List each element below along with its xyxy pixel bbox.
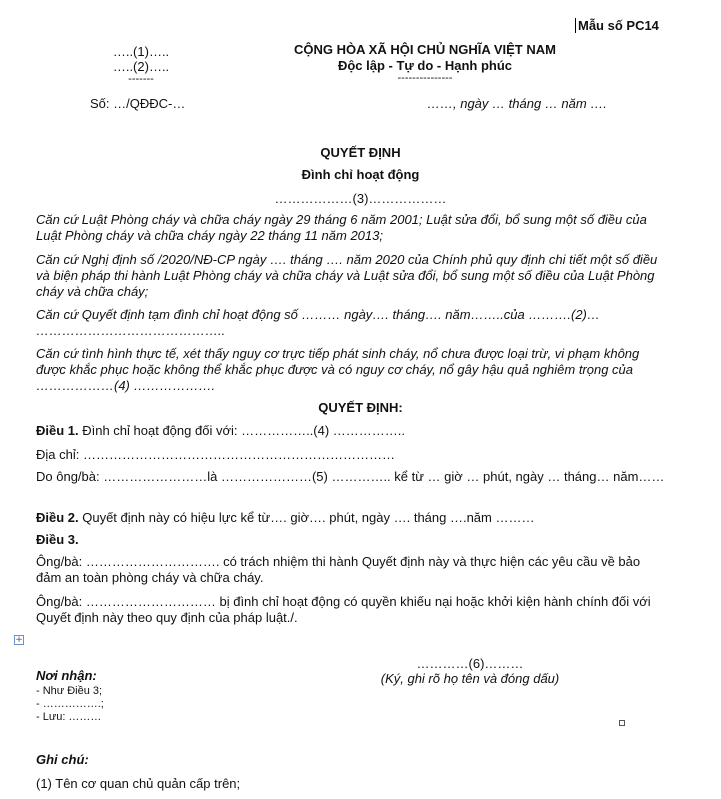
- legal-basis-4: Căn cứ tình hình thực tế, xét thấy nguy cơ trực tiếp phát sinh cháy, nổ chưa được loại trừ, vi phạm không được khắc phục hoặc không thể khắc phục được và có nguy cơ cháy, nổ gây hậu quả nghiêm trọng của ………………(4) ……………….: [36, 346, 640, 393]
- resize-handle-icon[interactable]: [619, 720, 625, 726]
- issuer-dashes: -------: [128, 73, 154, 85]
- motto-dashes: ---------------: [397, 72, 453, 84]
- recipients-title: Nơi nhận:: [36, 668, 97, 683]
- issuer-line-1: …..(1)…..: [112, 44, 170, 59]
- article-2: [36, 510, 666, 526]
- decision-number: Số: …/QĐĐC-…: [90, 96, 186, 111]
- legal-basis-3: Căn cứ Quyết định tạm đình chỉ hoạt động số ……… ngày…. tháng…. năm……..của ……….(2)… ……………………………………..: [36, 307, 600, 338]
- article-3-label: Điều 3.: [36, 532, 79, 547]
- article-1-address: Địa chỉ: ………………………………………………………………: [36, 447, 395, 462]
- signature-note: (Ký, ghi rõ họ tên và đóng dấu): [380, 671, 560, 686]
- article-3-paragraph-2: Ông/bà: ………………………… bị đình chỉ hoạt động có quyền khiếu nại hoặc khởi kiện hành chính đối với Quyết định này theo quy định của pháp luật./.: [36, 594, 651, 625]
- legal-basis-2: Căn cứ Nghị định số /2020/NĐ-CP ngày …. tháng …. năm 2020 của Chính phủ quy định chi tiết một số điều và biện pháp thi hành Luật Phòng cháy và chữa cháy và Luật sửa đổi, bổ sung một số điều của Luật Phòng cháy và chữa cháy;: [36, 252, 658, 299]
- article-2-label: Điều 2.: [36, 510, 79, 525]
- article-2-text: Quyết định này có hiệu lực kể từ…. giờ…. phút, ngày …. tháng ….năm ………: [78, 510, 535, 525]
- decides-heading: QUYẾT ĐỊNH:: [318, 400, 403, 415]
- issuer-line-2: …..(2)…..: [112, 59, 170, 74]
- recipient-item: - …………….;: [36, 698, 104, 710]
- page-subtitle: Đình chỉ hoạt động: [301, 167, 420, 182]
- recipient-item: - Lưu: ………: [36, 711, 102, 723]
- issuing-authority: ………………(3)………………: [274, 191, 447, 206]
- article-1: [36, 423, 666, 439]
- notes-title: Ghi chú:: [36, 752, 89, 767]
- motto: Độc lập - Tự do - Hạnh phúc: [337, 58, 513, 73]
- article-1-responsible: Do ông/bà: ……………………là …………………(5) ………….. kể từ … giờ … phút, ngày … tháng… năm……: [36, 469, 665, 484]
- article-3-paragraph-1: Ông/bà: …………………………. có trách nhiệm thi hành Quyết định này và thực hiện các yêu cầu về bảo đảm an toàn phòng cháy và chữa cháy.: [36, 554, 641, 585]
- form-number: Mẫu số PC14: [578, 18, 659, 33]
- article-1-label: Điều 1.: [36, 423, 79, 438]
- move-handle-icon[interactable]: +: [15, 635, 23, 645]
- country-name: CỘNG HÒA XÃ HỘI CHỦ NGHĨA VIỆT NAM: [294, 42, 556, 57]
- signature-placeholder: …………(6)………: [416, 656, 524, 671]
- article-1-text: Đình chỉ hoạt động đối với: ……………..(4) ……………..: [78, 423, 406, 438]
- note-item-1: (1) Tên cơ quan chủ quản cấp trên;: [36, 776, 241, 791]
- recipient-item: - Như Điều 3;: [36, 685, 103, 697]
- page-title: QUYẾT ĐỊNH: [320, 145, 401, 160]
- legal-basis-1: Căn cứ Luật Phòng cháy và chữa cháy ngày 29 tháng 6 năm 2001; Luật sửa đổi, bổ sung một số điều của Luật Phòng cháy và chữa cháy ngày 22 tháng 11 năm 2013;: [36, 212, 647, 243]
- date-line: ……, ngày … tháng … năm ….: [427, 96, 607, 111]
